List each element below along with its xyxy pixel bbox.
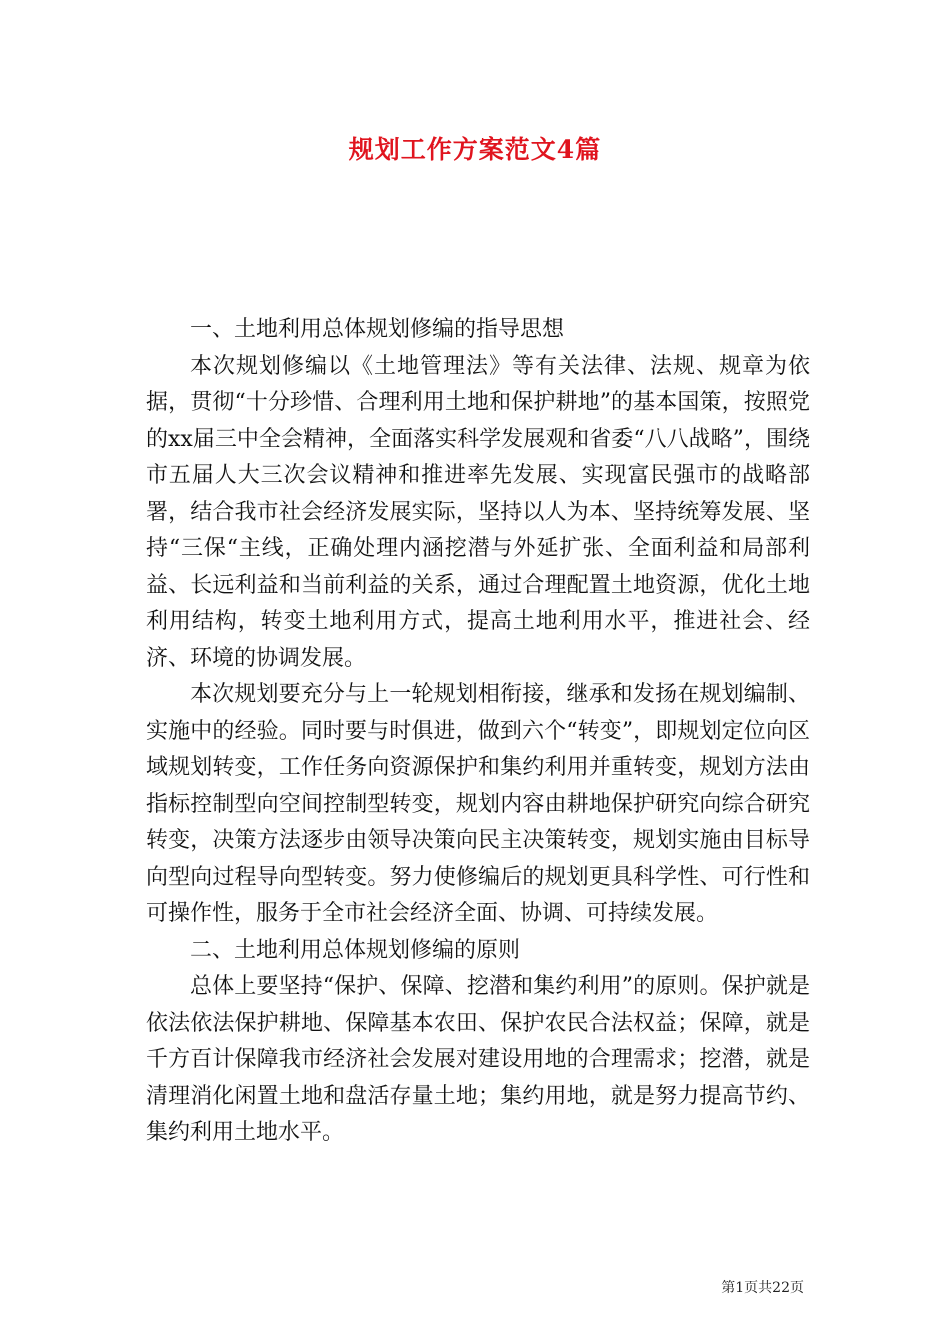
page-number: 第1页共22页 [721, 1280, 804, 1296]
paragraph: 本次规划修编以《土地管理法》等有关法律、法规、规章为依据，贯彻“十分珍惜、合理利用土地和保护耕地”的基本国策，按照党的xx届三中全会精神，全面落实科学发展观和省委“八八战略”，围绕市五届人大三次会议精神和推进率先发展、实现富民强市的战略部署，结合我市社会经济发展实际，坚持以人为本、坚持统筹发展、坚持“三保“主线，正确处理内涵挖潜与外延扩张、全面利益和局部利益、长远利益和当前利益的关系，通过合理配置土地资源，优化土地利用结构，转变土地利用方式，提高土地利用水平，推进社会、经济、环境的协调发展。 [146, 353, 810, 671]
section-heading-2: 二、土地利用总体规划修编的原则 [190, 937, 521, 963]
section-heading-1: 一、土地利用总体规划修编的指导思想 [190, 317, 565, 342]
paragraph: 总体上要坚持“保护、保障、挖潜和集约利用”的原则。保护就是依法依法保护耕地、保障基本农田、保护农民合法权益；保障，就是千方百计保障我市经济社会发展对建设用地的合理需求；挖潜，就是清理消化闲置土地和盘活存量土地；集约用地，就是努力提高节约、集约利用土地水平。 [146, 974, 810, 1145]
document-title: 规划工作方案范文4篇 [348, 135, 602, 164]
document-body [146, 312, 810, 1152]
paragraph: 本次规划要充分与上一轮规划相衔接，继承和发扬在规划编制、实施中的经验。同时要与时俱进，做到六个“转变”，即规划定位向区域规划转变，工作任务向资源保护和集约利用并重转变，规划方法由指标控制型向空间控制型转变，规划内容由耕地保护研究向综合研究转变，决策方法逐步由领导决策向民主决策转变，规划实施由目标导向型向过程导向型转变。努力使修编后的规划更具科学性、可行性和可操作性，服务于全市社会经济全面、协调、可持续发展。 [146, 682, 810, 926]
